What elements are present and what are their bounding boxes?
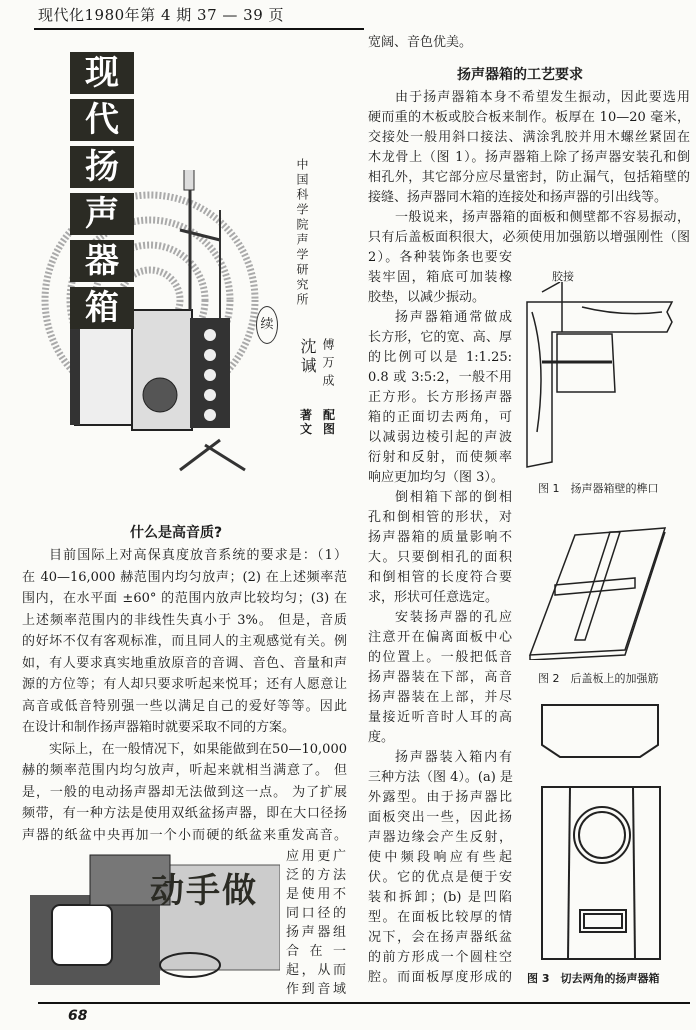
fig3-caption: 图 3 切去两角的扬声器箱 <box>527 972 660 985</box>
diy-badge: 动手做 <box>150 871 258 911</box>
text-line: 扬声器箱的质量影响不 <box>368 530 512 545</box>
byline-illustrator-role: 配图 <box>323 408 336 436</box>
text-line: 胶垫，以减少振动。 <box>368 290 486 305</box>
text-line: 硬而重的木板或胶合板来制作。板厚在 10—20 毫米， <box>368 110 690 125</box>
byline-author: 沈𫍯 <box>298 338 317 376</box>
text-line: 以减弱边棱引起的声波 <box>368 430 512 445</box>
text-line: 声器边缘会产生反射， <box>368 830 512 845</box>
text-line: 只有后盖板面积很大，必须使用加强筋以增强刚性（图 <box>368 230 690 245</box>
section-heading-hifi: 什么是高音质? <box>130 525 223 541</box>
title-char: 声 <box>70 193 134 235</box>
text-line: 合 在 一 <box>286 944 346 959</box>
text-line: 0.8 或 3:5:2，一般不用 <box>368 370 512 385</box>
text-line: 孔和倒相管的形状，对 <box>368 510 512 525</box>
text-line: 度。 <box>368 730 395 745</box>
text-line: 在设计和制作扬声器箱时就要采取不同的方案。 <box>22 720 296 735</box>
text-line: 衍射和反射，而使频率 <box>368 450 512 465</box>
text-line: 的前方形成一个圆柱空 <box>368 950 512 965</box>
text-line: 源的方位等；有人却只要求听起来悦耳；还有人愿意让 <box>22 677 347 692</box>
title-char: 现 <box>70 52 134 94</box>
byline-author-role: 著文 <box>300 408 313 436</box>
text-line: 的比例可以是 1:1.25: <box>368 350 512 365</box>
fig3-cabinet-drawing <box>540 700 670 965</box>
header-rule <box>34 28 364 30</box>
text-line: 一般说来，扬声器箱的面板和侧壁都不容易振动， <box>395 210 690 225</box>
speaker-illustration <box>20 170 280 490</box>
text-line: 求，形状可任意选定。 <box>368 590 499 605</box>
citation-header: 现代化1980年第 4 期 37 — 39 页 <box>38 6 285 24</box>
text-line: 频带，有一种方法是使用双纸盆扬声器，即在大口径扬 <box>22 806 347 821</box>
left-column-text <box>22 545 347 846</box>
text-line: 和倒相管的长度符合要 <box>368 570 512 585</box>
text-line: 实际上，在一般情况下，如果能做到在50—10,000 <box>49 741 347 757</box>
text-line: 2）。各种装饰条也要安 <box>368 250 512 265</box>
text-line: 目前国际上对高保真度放音系统的要求是：（1） <box>49 548 347 563</box>
text-line: 型。在面板比较厚的情 <box>368 910 512 925</box>
text-line: 应用更广 <box>286 849 346 864</box>
text-line: 同口径的 <box>286 906 346 921</box>
text-line: 在 40—16,000 赫范围内均匀放声；(2) 在上述频率范 <box>22 569 347 585</box>
text-line: 扬声器箱通常做成 <box>395 310 512 325</box>
text-line: 的好坏不仅有客观标准，而且同人的主观感觉有关。例 <box>22 634 347 649</box>
text-line: 交接处一般用斜口接法、满涂乳胶并用木螺丝紧固在 <box>368 130 690 145</box>
title-char: 箱 <box>70 287 134 329</box>
text-line: 装和拆卸；(b) 是凹陷 <box>368 890 512 905</box>
text-line: 木龙骨上（图 1）。扬声器箱上除了扬声器安装孔和倒 <box>368 150 690 165</box>
text-line: 扬声器组 <box>286 925 346 940</box>
text-line: 正方形。长方形扬声器 <box>368 390 512 405</box>
text-line: 声器的纸盆中央再加一个小而硬的纸盆来重发高音。 <box>22 827 347 843</box>
text-line: 相孔外，其它部分应尽量密封，防止漏气，包括箱壁的 <box>368 170 690 185</box>
text-line: 响应更加均匀（图 3）。 <box>368 470 504 485</box>
text-line: 是使用不 <box>286 887 346 902</box>
text-line: 接缝、扬声器同木箱的连接处和扬声器的引出线等。 <box>368 190 668 205</box>
text-line: 扬声器装入箱内有 <box>395 750 512 765</box>
text-line: 由于扬声器箱本身不希望发生振动，因此要选用 <box>395 90 690 105</box>
fig1-caption: 图 1 扬声器箱壁的榫口 <box>538 482 659 495</box>
text-line: 高音或低音特别强一些以满足自己的爱好等等。因此 <box>22 698 347 714</box>
text-line: 扬声器装在下部，高音 <box>368 670 512 685</box>
text-line: 的位置上。一般把低音 <box>368 650 512 665</box>
text-line: 三种方法（图 4）。(a) 是 <box>368 770 513 785</box>
title-char: 器 <box>70 240 134 282</box>
text-line: 况下，会在扬声器纸盆 <box>368 930 512 945</box>
text-line: 倒相箱下部的倒相 <box>395 490 512 505</box>
text-line: 围内，在水平面 ±60° 的范围内放声比较均匀；(3) 在 <box>22 591 347 606</box>
fig1-joint-drawing <box>522 282 692 472</box>
text-line: 赫的频率范围内均匀放声，听起来就相当满意了。 但 <box>22 763 347 778</box>
left-narrow-text <box>286 847 346 999</box>
right-narrow-text <box>368 248 512 988</box>
article-title <box>70 52 134 334</box>
text-line: 长方形，它的宽、高、厚 <box>368 330 512 345</box>
byline-illustrator: 傅万成 <box>321 338 335 392</box>
text-line: 起，从而 <box>286 963 346 978</box>
page-number: 68 <box>68 1008 88 1024</box>
byline-institute: 中国科学院声学研究所 <box>295 158 309 308</box>
text-line: 如，有人要求真实地重放原音的音调、音色、音量和声 <box>22 655 347 671</box>
text-line: 作到音域 <box>286 982 346 997</box>
text-line: 腔。而面板厚度形成的 <box>368 970 512 985</box>
right-first-line: 宽阔、音色优美。 <box>368 35 473 50</box>
text-line: 外露型。由于扬声器比 <box>368 790 512 805</box>
text-line: 使中频段响应有些起 <box>368 850 512 865</box>
fig2-caption: 图 2 后盖板上的加强筋 <box>538 672 659 685</box>
footer-rule <box>38 1002 690 1004</box>
text-line: 伏。它的优点是便于安 <box>368 870 512 885</box>
text-line: 扬声器装在上部，并尽 <box>368 690 512 705</box>
text-line: 泛的方法 <box>286 868 346 883</box>
text-line: 注意开在偏离面板中心 <box>368 630 512 645</box>
text-line: 量接近听音时人耳的高 <box>368 710 512 725</box>
text-line: 箱的正面切去两角，可 <box>368 410 512 425</box>
text-line: 安装扬声器的孔应 <box>395 610 512 625</box>
title-char: 代 <box>70 99 134 141</box>
section-heading-craft: 扬声器箱的工艺要求 <box>457 67 583 83</box>
text-line: 上述频率范围内的非线性失真小于 3%。 但是，音质 <box>22 612 347 628</box>
right-wide-text <box>368 88 690 248</box>
text-line: 是，一般的电动扬声器却无法做到这一点。 为了扩展 <box>22 784 347 800</box>
text-line: 大。只要倒相孔的面积 <box>368 550 512 565</box>
continued-mark: 续 <box>256 306 278 344</box>
fig2-panel-drawing <box>525 520 690 660</box>
fig1-label: 胶接 <box>552 270 574 283</box>
text-line: 装牢固，箱底可加装橡 <box>368 270 512 285</box>
title-char: 扬 <box>70 146 134 188</box>
text-line: 面板突出一些，因此扬 <box>368 810 512 825</box>
